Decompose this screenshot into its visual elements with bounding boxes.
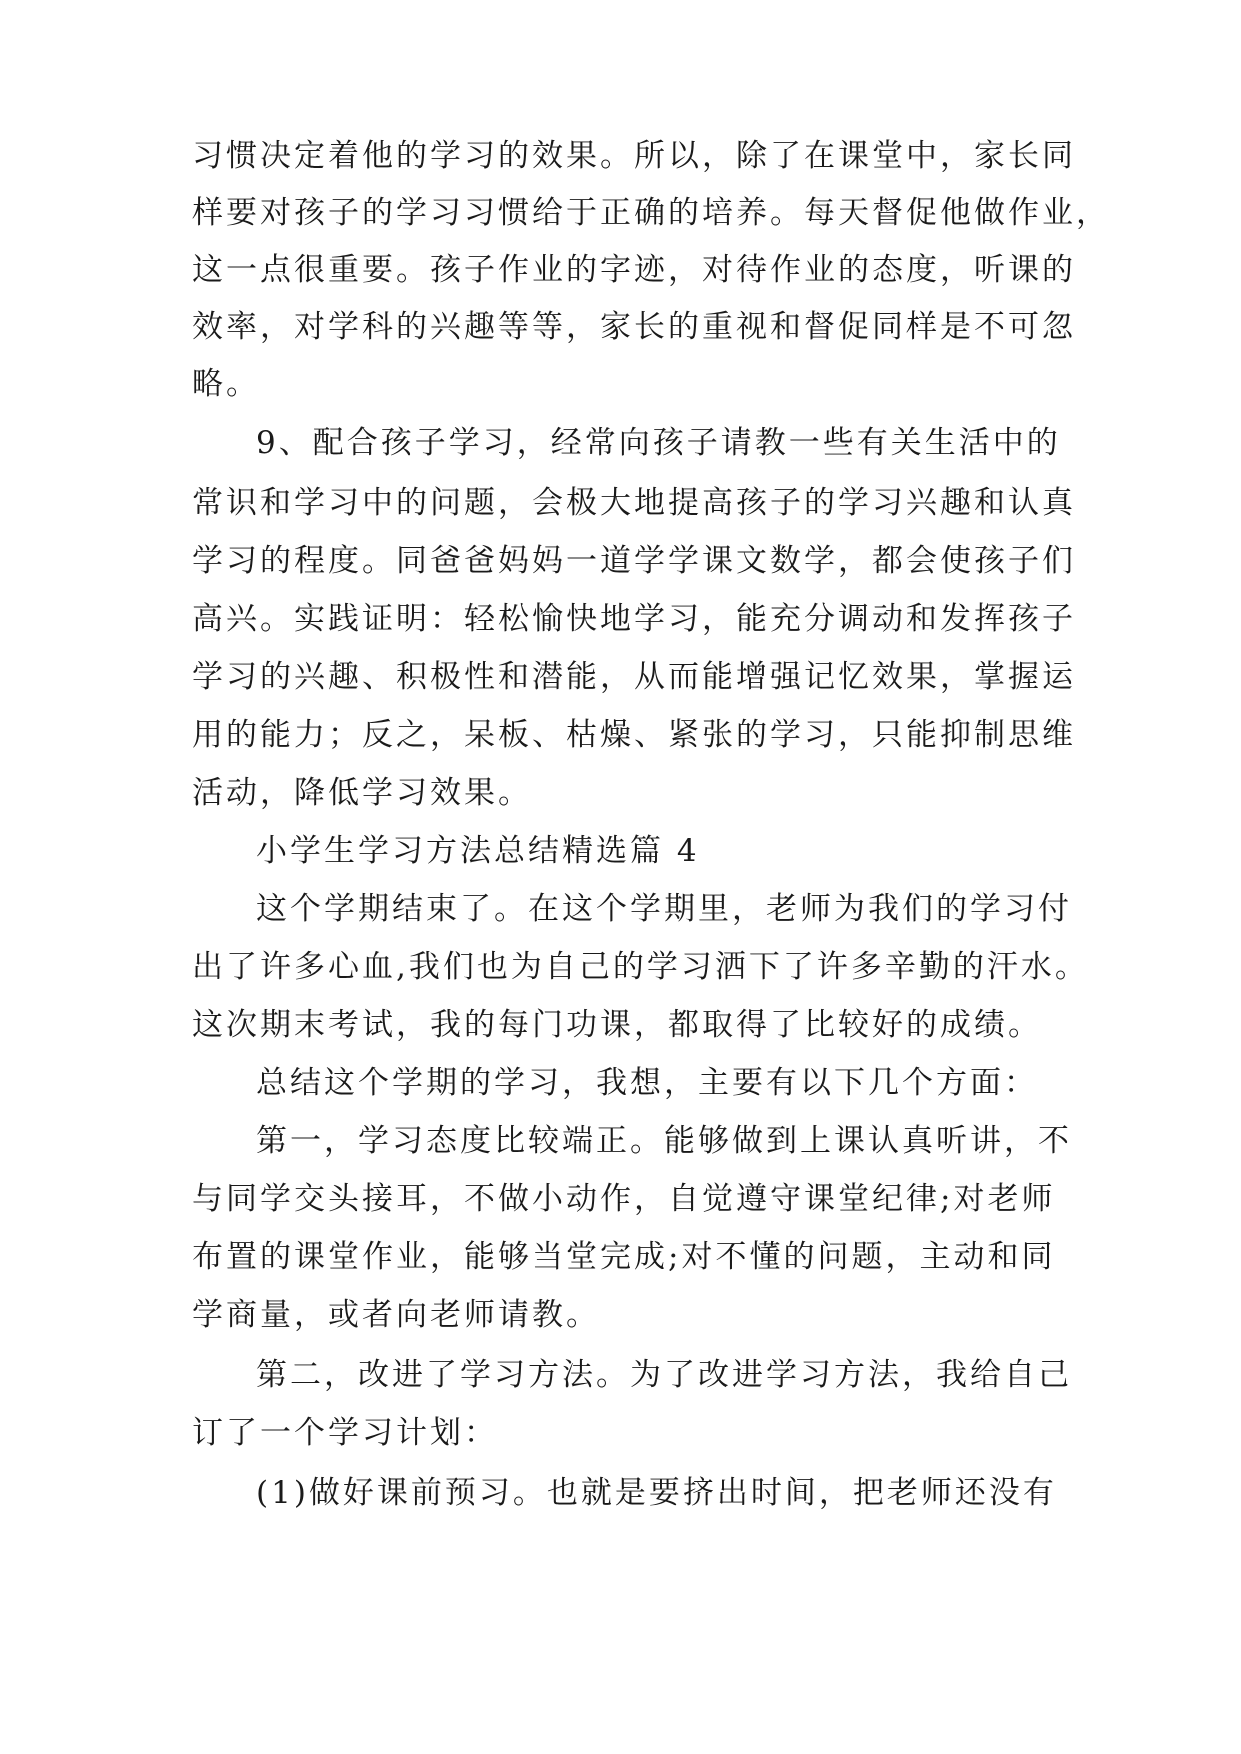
text-line: (1)做好课前预习。也就是要挤出时间，把老师还没有 <box>256 1475 1057 1511</box>
text-line: 略。 <box>192 366 260 402</box>
text-line: 样要对孩子的学习习惯给于正确的培养。每天督促他做作业， <box>192 195 1110 231</box>
text-line: 学商量，或者向老师请教。 <box>192 1297 600 1333</box>
text-line: 用的能力；反之，呆板、枯燥、紧张的学习，只能抑制思维 <box>192 717 1076 753</box>
text-line: 高兴。实践证明：轻松愉快地学习，能充分调动和发挥孩子 <box>192 601 1076 637</box>
text-line: 学习的程度。同爸爸妈妈一道学学课文数学，都会使孩子们 <box>192 543 1076 579</box>
text-line: 常识和学习中的问题，会极大地提高孩子的学习兴趣和认真 <box>192 485 1076 521</box>
text-line: 习惯决定着他的学习的效果。所以，除了在课堂中，家长同 <box>192 138 1076 174</box>
text-line: 第一，学习态度比较端正。能够做到上课认真听讲，不 <box>256 1123 1072 1159</box>
text-line: 这一点很重要。孩子作业的字迹，对待作业的态度，听课的 <box>192 252 1076 288</box>
text-line: 这次期末考试，我的每门功课，都取得了比较好的成绩。 <box>192 1007 1042 1043</box>
text-line: 出了许多心血,我们也为自己的学习洒下了许多辛勤的汗水。 <box>192 949 1089 985</box>
text-line: 第二，改进了学习方法。为了改进学习方法，我给自己 <box>256 1357 1072 1393</box>
text-line: 活动，降低学习效果。 <box>192 775 532 811</box>
text-line: 订了一个学习计划： <box>192 1415 498 1451</box>
text-line: 布置的课堂作业，能够当堂完成;对不懂的问题，主动和同 <box>192 1239 1056 1275</box>
text-line: 9、配合孩子学习，经常向孩子请教一些有关生活中的 <box>256 425 1061 461</box>
text-line: 效率，对学科的兴趣等等，家长的重视和督促同样是不可忽 <box>192 309 1076 345</box>
text-line: 学习的兴趣、积极性和潜能，从而能增强记忆效果，掌握运 <box>192 659 1076 695</box>
text-line: 小学生学习方法总结精选篇 4 <box>256 833 700 869</box>
text-line: 与同学交头接耳，不做小动作，自觉遵守课堂纪律;对老师 <box>192 1181 1056 1217</box>
text-line: 总结这个学期的学习，我想，主要有以下几个方面： <box>256 1065 1038 1101</box>
text-line: 这个学期结束了。在这个学期里，老师为我们的学习付 <box>256 891 1072 927</box>
